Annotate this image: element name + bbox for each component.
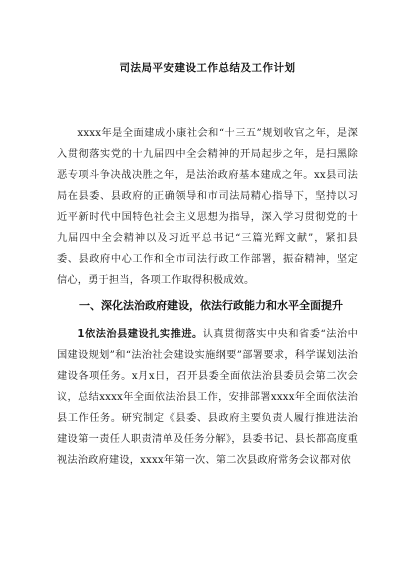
item-1-paragraph	[57, 324, 358, 471]
item-1-lead: 1依法治县建设扎实推进。	[77, 329, 203, 340]
document-title: 司法局平安建设工作总结及工作计划	[119, 62, 296, 74]
section-heading-1: 一、深化法治政府建设，依法行政能力和水平全面提升	[79, 299, 343, 312]
intro-paragraph: xxxx年是全面建成小康社会和“十三五”规划收官之年，是深入贯彻落实党的十九届四中全会精神的开局起步之年，是扫黑除恶专项斗争决战决胜之年，是法治政府基本建成之年。xx县司法局在县委、县政府的正确领导和市司法局精心指导下，坚持以习近平新时代中国特色社会主义思想为指导，深入学习贯彻党的十九届四中全会精神以及习近平总书记“三篇光辉文献”，紧扣县委、县政府中心工作和全市司法行政工作部署，振奋精神，坚定信心，勇于担当，各项工作取得积极成效。	[57, 128, 358, 286]
item-1-body: 认真贯彻落实中央和省委“法治中国建设规划”和“法治社会建设实施纲要”部署要求，科学谋划法治建设各项任务。x月x日，召开县委全面依法治县委员会第二次会议，总结xxxx年全面依法治县工作，安排部署xxxx年全面依法治县工作任务。研究制定《县委、县政府主要负责人履行推进法治建设第一责任人职责清单及任务分解》，县委书记、县长都高度重视法治政府建设，xxxx年第一次、第二次县政府常务会议都对依	[57, 329, 358, 466]
